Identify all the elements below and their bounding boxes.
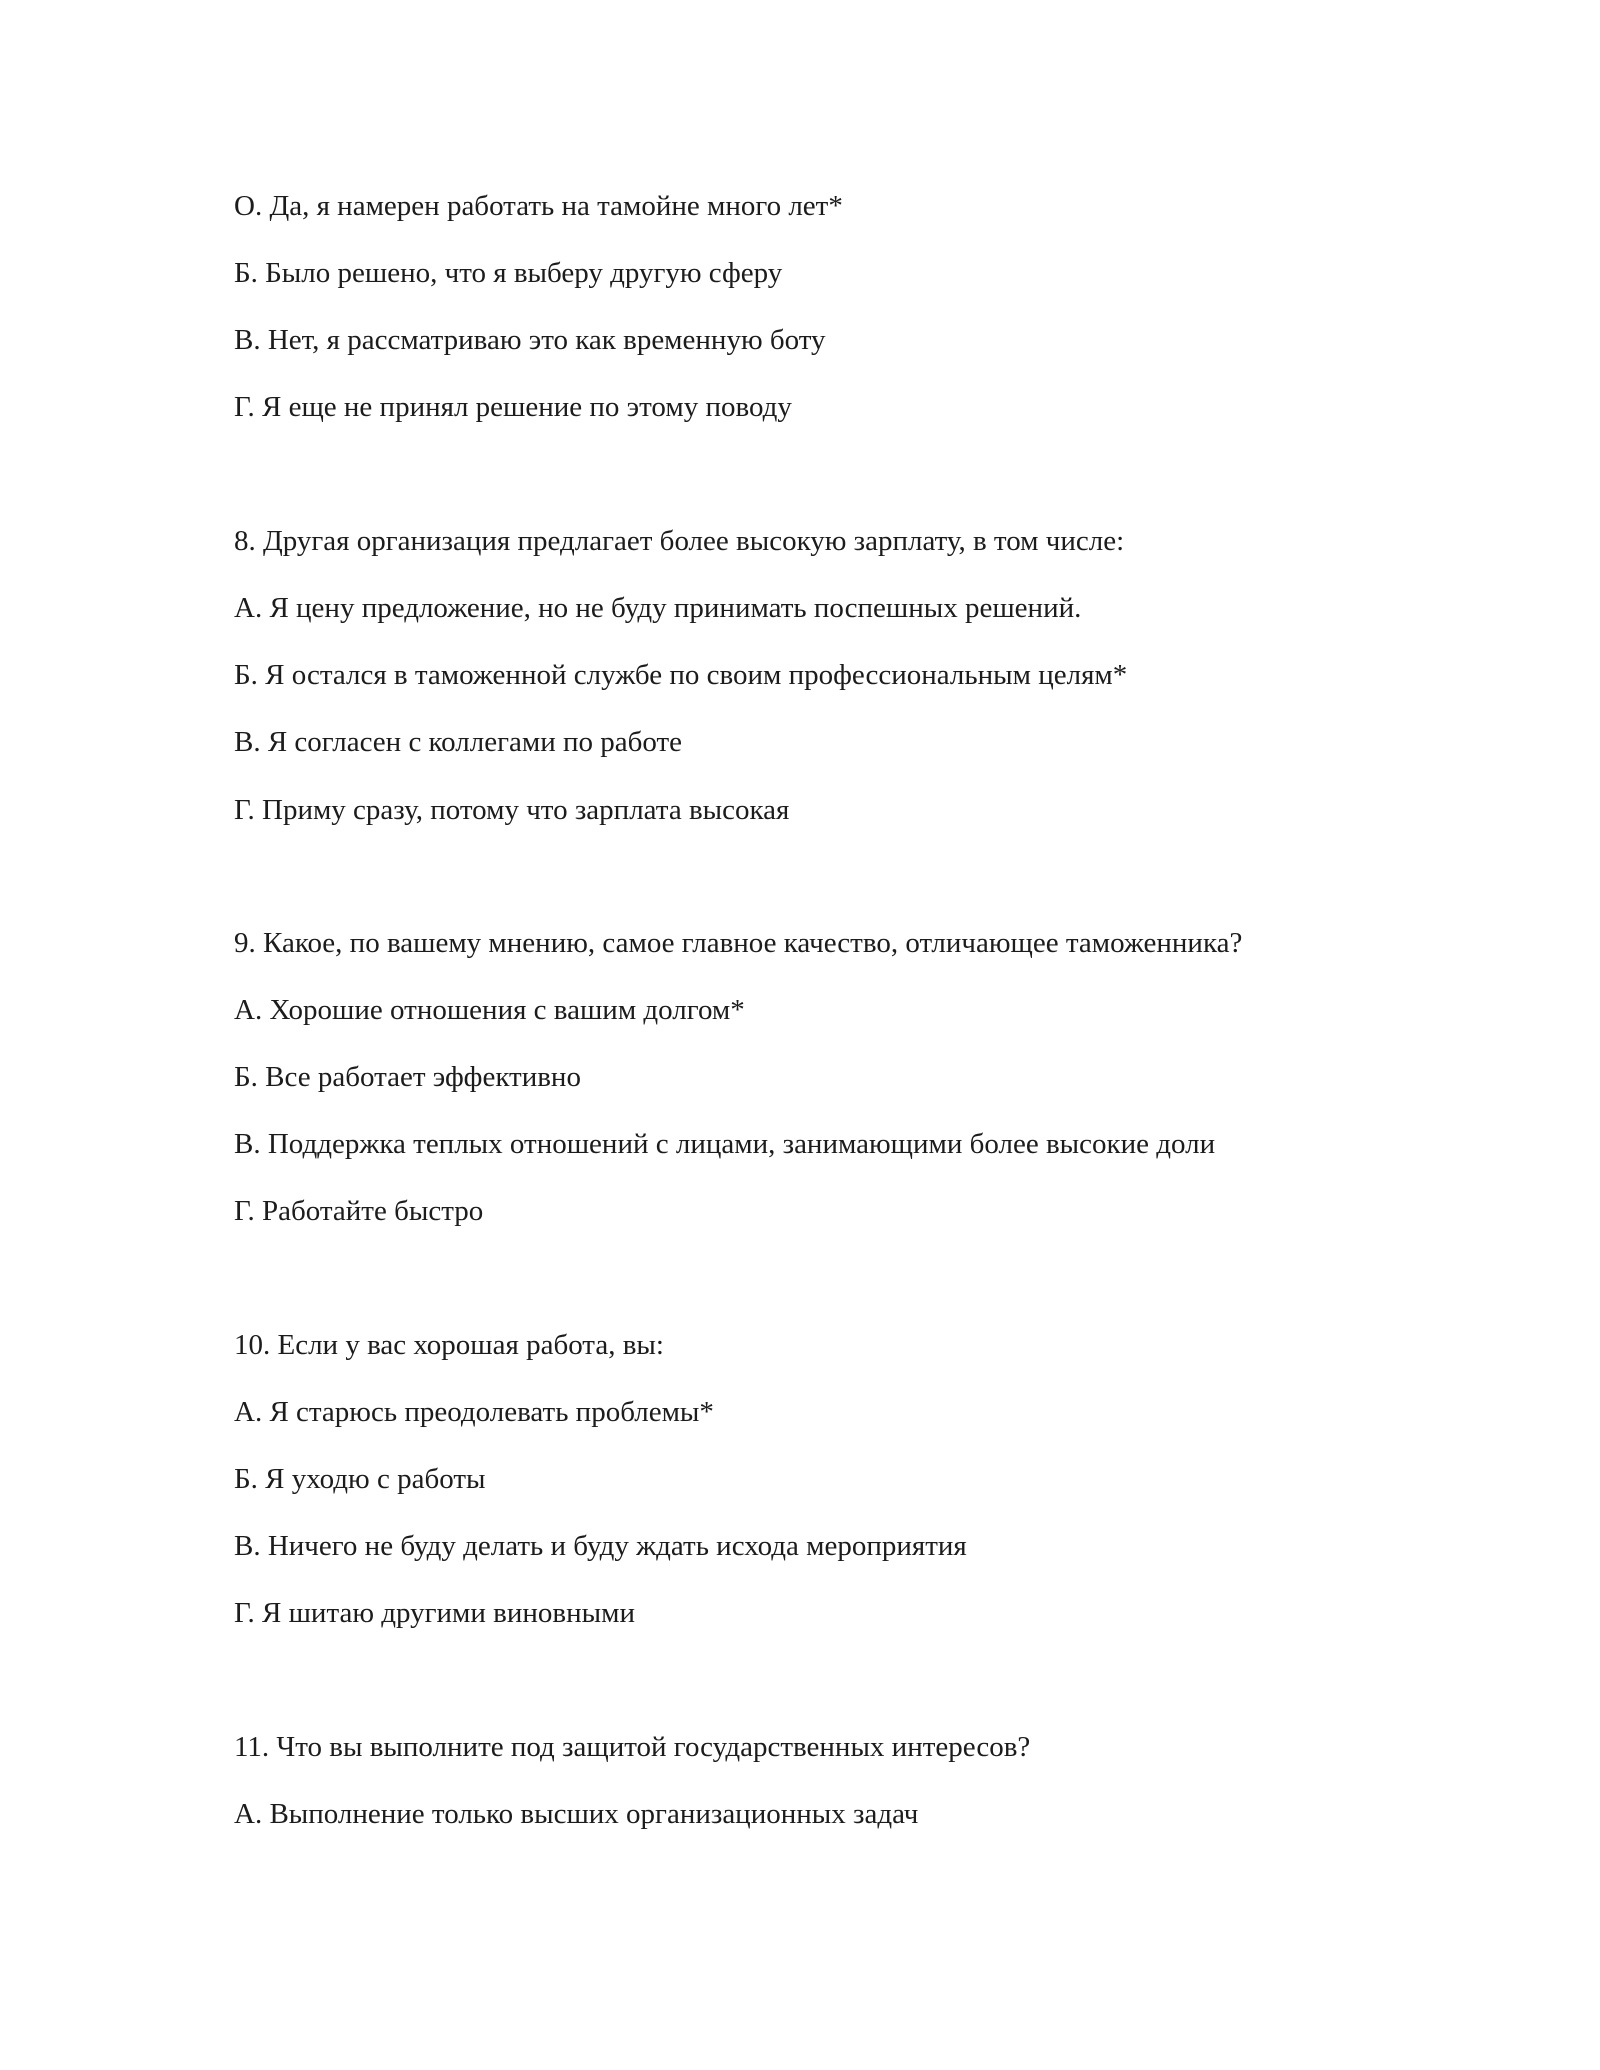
answer-option: А. Я цену предложение, но не буду принимать поспешных решений. bbox=[234, 592, 1082, 624]
answer-option: Г. Работайте быстро bbox=[234, 1195, 484, 1227]
answer-option: Б. Я остался в таможенной службе по своим профессиональным целям* bbox=[234, 659, 1128, 691]
question-10: 10. Если у вас хорошая работа, вы: bbox=[234, 1329, 664, 1361]
answer-option: Б. Я уходю с работы bbox=[234, 1463, 486, 1495]
answer-option: В. Ничего не буду делать и буду ждать исхода мероприятия bbox=[234, 1530, 967, 1562]
answer-option: А. Выполнение только высших организационных задач bbox=[234, 1798, 919, 1830]
answer-option: А. Хорошие отношения с вашим долгом* bbox=[234, 994, 745, 1026]
question-11: 11. Что вы выполните под защитой государственных интересов? bbox=[234, 1731, 1031, 1763]
answer-option: Б. Было решено, что я выберу другую сферу bbox=[234, 257, 783, 289]
answer-option: А. Я старюсь преодолевать проблемы* bbox=[234, 1396, 714, 1428]
answer-option: О. Да, я намерен работать на тамойне много лет* bbox=[234, 190, 843, 222]
answer-option: В. Поддержка теплых отношений с лицами, занимающими более высокие доли bbox=[234, 1128, 1216, 1160]
answer-option: Г. Я шитаю другими виновными bbox=[234, 1597, 635, 1629]
answer-option: В. Нет, я рассматриваю это как временную боту bbox=[234, 324, 826, 356]
answer-option: Г. Я еще не принял решение по этому поводу bbox=[234, 391, 792, 423]
answer-option: Б. Все работает эффективно bbox=[234, 1061, 581, 1093]
answer-option: В. Я согласен с коллегами по работе bbox=[234, 726, 683, 758]
question-9: 9. Какое, по вашему мнению, самое главное качество, отличающее таможенника? bbox=[234, 927, 1243, 959]
question-8: 8. Другая организация предлагает более высокую зарплату, в том числе: bbox=[234, 525, 1125, 557]
answer-option: Г. Приму сразу, потому что зарплата высокая bbox=[234, 794, 790, 826]
